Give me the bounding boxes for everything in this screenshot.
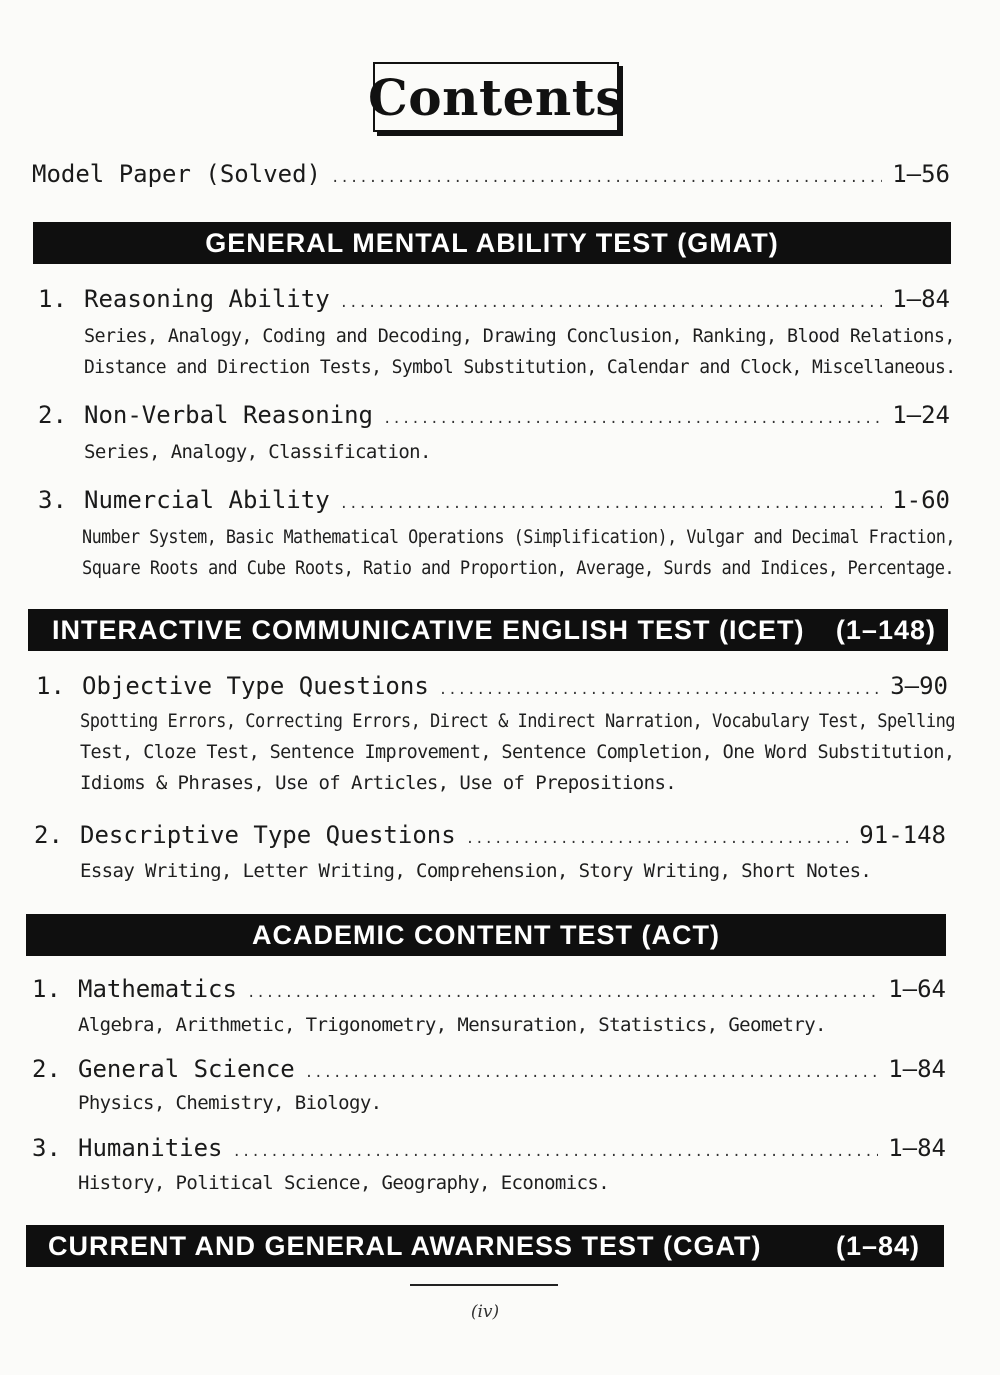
- section-heading-pages: (1–84): [835, 1230, 920, 1261]
- description-line: Essay Writing, Letter Writing, Comprehension, Story Writing, Short Notes.: [80, 860, 872, 882]
- toc-entry-number: 3.: [38, 486, 67, 514]
- toc-entry-label: Descriptive Type Questions: [80, 821, 456, 849]
- toc-entry-description: [78, 1168, 955, 1199]
- toc-entry-number: 1.: [32, 975, 61, 1003]
- description-line: Series, Analogy, Classification.: [84, 441, 431, 463]
- toc-entry-pages: 1–24: [892, 401, 950, 429]
- toc-entry-pages: 3–90: [890, 672, 948, 700]
- description-line: Test, Cloze Test, Sentence Improvement, Sentence Completion, One Word Substitution,: [80, 741, 955, 763]
- dot-leader: [383, 411, 882, 427]
- toc-entry-description: [78, 1010, 955, 1041]
- toc-entry-label: Objective Type Questions: [82, 672, 429, 700]
- toc-entry-label: Model Paper (Solved): [32, 160, 321, 188]
- toc-entry-descriptive-type-questions[interactable]: [34, 821, 946, 849]
- toc-entry-number: 2.: [32, 1055, 61, 1083]
- toc-entry-number: 1.: [36, 672, 65, 700]
- toc-entry-number: 2.: [38, 401, 67, 429]
- description-line: Physics, Chemistry, Biology.: [78, 1092, 382, 1114]
- toc-entry-number: 2.: [34, 821, 63, 849]
- section-heading: ACADEMIC CONTENT TEST (ACT): [252, 919, 720, 950]
- page-number: (iv): [470, 1302, 500, 1322]
- section-heading: INTERACTIVE COMMUNICATIVE ENGLISH TEST (ICET): [52, 614, 805, 645]
- toc-entry-pages: 91-148: [859, 821, 946, 849]
- toc-entry-description: [80, 706, 955, 799]
- toc-entry-label: Non-Verbal Reasoning: [84, 401, 373, 429]
- section-banner-icet: [28, 609, 948, 651]
- toc-entry-description: [84, 437, 955, 468]
- section-banner-gmat: [33, 222, 951, 264]
- toc-entry-number: 1.: [38, 285, 67, 313]
- description-line: Number System, Basic Mathematical Operations (Simplification), Vulgar and Decimal Fraction,: [82, 526, 955, 548]
- toc-entry-pages: 1–64: [888, 975, 946, 1003]
- toc-entry-pages: 1-60: [892, 486, 950, 514]
- toc-entry-description: [80, 856, 955, 887]
- section-heading: CURRENT AND GENERAL AWARNESS TEST (CGAT): [48, 1230, 762, 1261]
- toc-entry-description: [84, 321, 955, 383]
- toc-entry-label: Mathematics: [78, 975, 237, 1003]
- description-line: Algebra, Arithmetic, Trigonometry, Mensuration, Statistics, Geometry.: [78, 1014, 826, 1036]
- description-line: History, Political Science, Geography, Economics.: [78, 1172, 610, 1194]
- toc-entry-objective-type-questions[interactable]: [36, 672, 948, 700]
- dot-leader: [466, 831, 850, 847]
- description-line: Square Roots and Cube Roots, Ratio and Proportion, Average, Surds and Indices, Percentage.: [82, 557, 955, 579]
- toc-entry-pages: 1–84: [888, 1134, 946, 1162]
- page-title: Contents: [373, 62, 619, 132]
- toc-entry-numercial-ability[interactable]: [38, 486, 950, 514]
- toc-entry-general-science[interactable]: [32, 1055, 946, 1083]
- dot-leader: [340, 295, 883, 311]
- description-line: Series, Analogy, Coding and Decoding, Drawing Conclusion, Ranking, Blood Relations,: [84, 325, 955, 347]
- description-line: Idioms & Phrases, Use of Articles, Use of Prepositions.: [80, 772, 677, 794]
- toc-entry-non-verbal-reasoning[interactable]: [38, 401, 950, 429]
- toc-entry-label: Humanities: [78, 1134, 223, 1162]
- toc-entry-pages: 1–56: [892, 160, 950, 188]
- section-heading-pages: (1–148): [835, 614, 936, 645]
- toc-entry-humanities[interactable]: [32, 1134, 946, 1162]
- description-line: Distance and Direction Tests, Symbol Substitution, Calendar and Clock, Miscellaneous.: [84, 356, 956, 378]
- dot-leader: [233, 1144, 879, 1160]
- toc-entry-number: 3.: [32, 1134, 61, 1162]
- toc-entry-description: [78, 1088, 955, 1119]
- section-heading: GENERAL MENTAL ABILITY TEST (GMAT): [205, 227, 779, 258]
- description-line: Spotting Errors, Correcting Errors, Direct & Indirect Narration, Vocabulary Test, Spelling: [80, 710, 956, 732]
- dot-leader: [331, 170, 882, 186]
- toc-entry-model-paper[interactable]: [32, 160, 950, 188]
- section-banner-act: [26, 914, 946, 956]
- toc-entry-reasoning-ability[interactable]: [38, 285, 950, 313]
- toc-entry-label: Numercial Ability: [84, 486, 330, 514]
- section-banner-cgat: [26, 1225, 944, 1267]
- dot-leader: [247, 985, 878, 1001]
- toc-entry-label: Reasoning Ability: [84, 285, 330, 313]
- dot-leader: [340, 496, 883, 512]
- toc-entry-description: [82, 522, 955, 584]
- toc-entry-label: General Science: [78, 1055, 295, 1083]
- dot-leader: [439, 682, 880, 698]
- toc-entry-pages: 1–84: [888, 1055, 946, 1083]
- footer-divider: [410, 1284, 558, 1286]
- toc-entry-mathematics[interactable]: [32, 975, 946, 1003]
- dot-leader: [305, 1065, 878, 1081]
- toc-entry-pages: 1–84: [892, 285, 950, 313]
